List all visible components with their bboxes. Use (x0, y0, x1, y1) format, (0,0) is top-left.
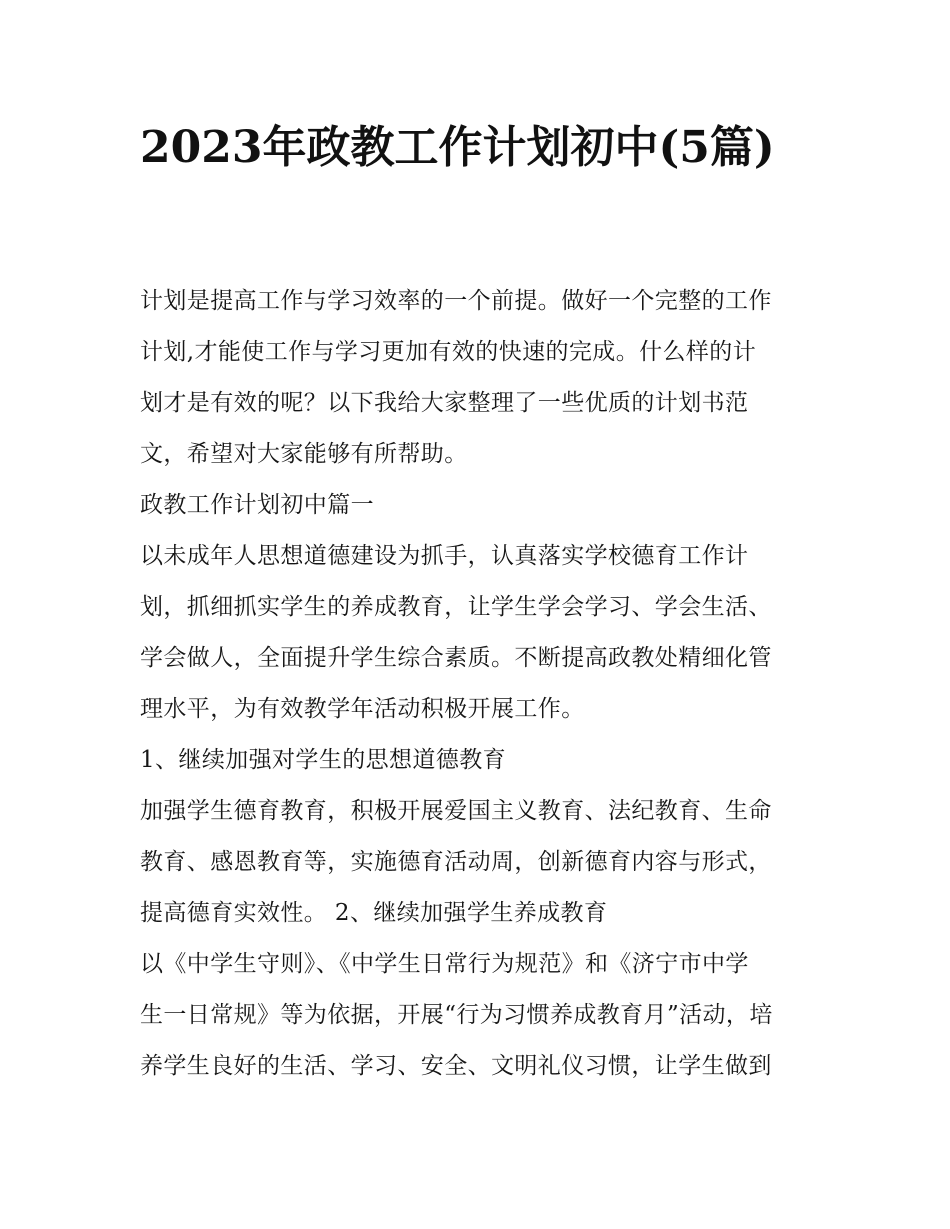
body-line: 提高德育实效性。 2、继续加强学生养成教育 (140, 900, 608, 926)
document-title: 2023年政教工作计划初中(5篇) (140, 122, 775, 173)
body-line: 理水平，为有效教学年活动积极开展工作。 (140, 696, 585, 722)
body-line: 计划是提高工作与学习效率的一个前提。做好一个完整的工作 (140, 288, 772, 314)
numbered-heading: 1、继续加强对学生的思想道德教育 (140, 747, 507, 773)
body-line: 养学生良好的生活、学习、安全、文明礼仪习惯，让学生做到 (140, 1053, 772, 1079)
section-heading: 政教工作计划初中篇一 (140, 492, 374, 518)
body-line: 划才是有效的呢？以下我给大家整理了一些优质的计划书范 (140, 390, 749, 416)
body-line: 以《中学生守则》、《中学生日常行为规范》和《济宁市中学 (140, 951, 749, 977)
body-line: 以未成年人思想道德建设为抓手，认真落实学校德育工作计 (140, 543, 749, 569)
body-line: 学会做人，全面提升学生综合素质。不断提高政教处精细化管 (140, 645, 772, 671)
body-line: 生一日常规》等为依据，开展“行为习惯养成教育月”活动，培 (140, 1002, 773, 1028)
body-line: 教育、感恩教育等，实施德育活动周，创新德育内容与形式， (140, 849, 772, 875)
body-line: 划，抓细抓实学生的养成教育，让学生学会学习、学会生活、 (140, 594, 772, 620)
document-body (140, 276, 830, 1092)
body-line: 加强学生德育教育，积极开展爱国主义教育、法纪教育、生命 (140, 798, 772, 824)
body-line: 计划,才能使工作与学习更加有效的快速的完成。什么样的计 (140, 339, 757, 365)
body-line: 文，希望对大家能够有所帮助。 (140, 441, 468, 467)
